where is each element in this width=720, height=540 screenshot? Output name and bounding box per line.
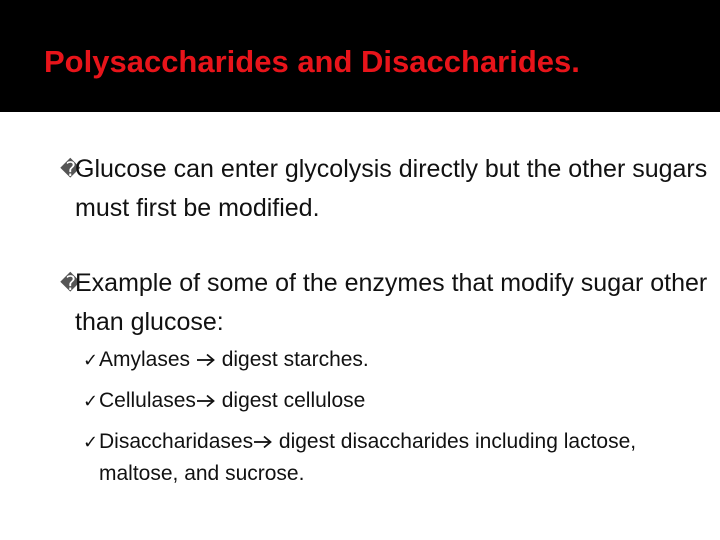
checkmark-icon: ✓ — [83, 432, 99, 452]
enzyme-term: Amylases — [99, 348, 196, 371]
right-arrow-icon — [196, 394, 216, 408]
enzyme-item — [83, 426, 703, 490]
bullet-text: Glucose can enter glycolysis directly but the other sugars must first be modified. — [75, 155, 708, 222]
checkmark-icon: ✓ — [83, 350, 99, 370]
right-arrow-icon — [253, 435, 273, 449]
right-arrow-icon — [196, 353, 216, 367]
bullet-item — [60, 264, 715, 341]
enzyme-list — [83, 344, 703, 499]
checkmark-icon: ✓ — [83, 391, 99, 411]
slide-title: Polysaccharides and Disaccharides. — [44, 44, 580, 79]
enzyme-term: Disaccharidases — [99, 430, 254, 453]
bullet-item — [60, 150, 715, 227]
enzyme-item — [83, 385, 703, 417]
bullet-text: Example of some of the enzymes that modify sugar other than glucose: — [75, 269, 708, 336]
enzyme-description: digest cellulose — [215, 389, 366, 412]
bullet-marker-icon: � — [60, 273, 81, 295]
enzyme-description: digest disaccharides including lactose, maltose, and sucrose. — [99, 430, 637, 485]
enzyme-item — [83, 344, 703, 376]
title-bar — [0, 0, 720, 112]
enzyme-term: Cellulases — [99, 389, 196, 412]
bullet-marker-icon: � — [60, 159, 81, 181]
enzyme-description: digest starches. — [215, 348, 369, 371]
